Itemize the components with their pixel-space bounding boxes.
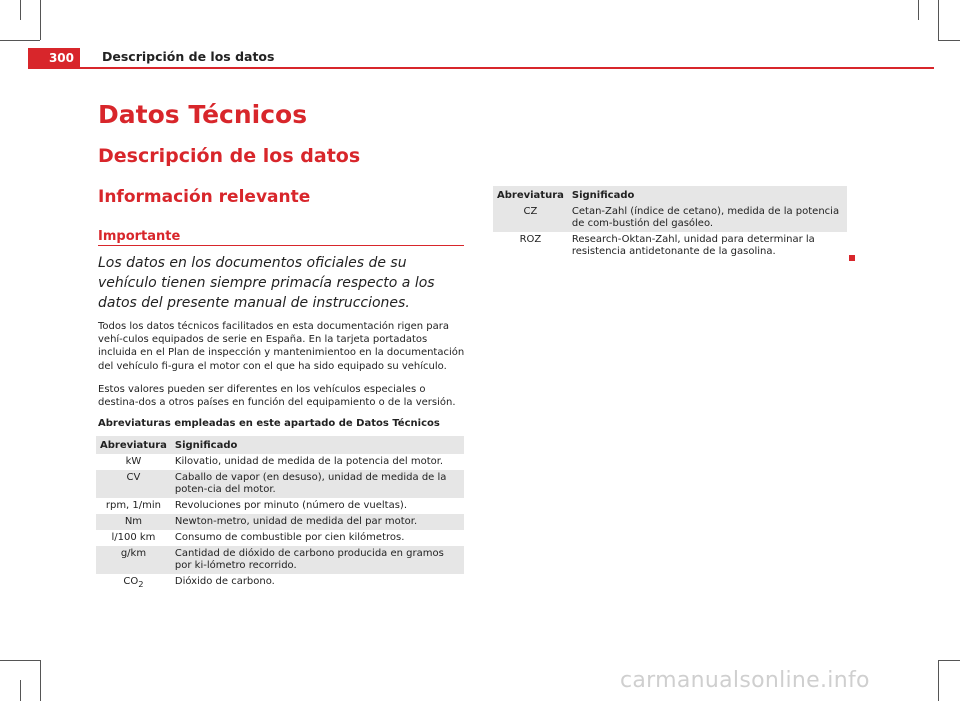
- crop-mark: [918, 0, 919, 20]
- meaning-cell: Dióxido de carbono.: [174, 576, 275, 587]
- table-row: [96, 514, 464, 530]
- header-divider: [28, 67, 934, 69]
- crop-mark: [938, 660, 960, 661]
- crop-mark: [0, 40, 40, 41]
- table-row: [96, 470, 464, 498]
- meaning-cell: Research-Oktan-Zahl, unidad para determinar la resistencia antidetonante de la gasolina.: [571, 234, 815, 257]
- abbreviation-cell: Nm: [96, 514, 171, 530]
- crop-mark: [40, 660, 41, 701]
- crop-mark: [938, 660, 939, 701]
- crop-mark: [938, 40, 960, 41]
- abbreviation-cell: CZ: [493, 204, 568, 232]
- meaning-cell: Cantidad de dióxido de carbono producida en gramos por ki-lómetro recorrido.: [171, 546, 464, 574]
- table-row: [493, 232, 847, 260]
- crop-mark: [20, 680, 21, 701]
- table-row: [96, 546, 464, 574]
- meaning-cell: Revoluciones por minuto (número de vueltas).: [174, 500, 407, 511]
- note-title: Importante: [98, 229, 181, 244]
- meaning-cell: Consumo de combustible por cien kilómetros.: [174, 532, 405, 543]
- page-number: 300: [28, 48, 80, 68]
- crop-mark: [0, 660, 40, 661]
- abbreviations-table-continued: [493, 186, 847, 260]
- table-header-row: [493, 186, 847, 204]
- section-title: Descripción de los datos: [102, 49, 275, 64]
- meaning-cell: Newton-metro, unidad de medida del par motor.: [171, 514, 464, 530]
- table-header-row: [96, 436, 464, 454]
- end-of-section-marker: [849, 255, 855, 261]
- meaning-cell: Kilovatio, unidad de medida de la potencia del motor.: [174, 456, 444, 467]
- abbreviation-cell: kW: [125, 456, 142, 467]
- note-divider: [98, 245, 464, 246]
- meaning-cell: Cetan-Zahl (índice de cetano), medida de la potencia de com-bustión del gasóleo.: [568, 204, 847, 232]
- note-lead-text: Los datos en los documentos oficiales de su vehículo tienen siempre primacía respecto a los datos del presente manual de instrucciones.: [98, 255, 435, 311]
- table-heading: Abreviaturas empleadas en este apartado de Datos Técnicos: [98, 418, 440, 429]
- column-header-abbreviation: Abreviatura: [96, 436, 171, 454]
- body-paragraph: Todos los datos técnicos facilitados en esta documentación rigen para vehí-culos equipados de serie en España. En la tarjeta portadatos incluida en el Plan de inspección y mantenimientoo en la documentación del vehículo fi-gura el motor con el que ha sido equipado su vehículo.: [98, 321, 465, 372]
- abbreviations-table: [96, 436, 464, 592]
- table-row: [96, 454, 464, 470]
- column-header-meaning: Significado: [171, 436, 464, 454]
- chapter-title: Datos Técnicos: [98, 100, 308, 129]
- crop-mark: [40, 0, 41, 40]
- abbreviation-cell: CV: [96, 470, 171, 498]
- subscript: 2: [138, 579, 144, 589]
- table-row: [96, 574, 464, 592]
- crop-mark: [20, 0, 21, 20]
- column-header-abbreviation: Abreviatura: [493, 186, 568, 204]
- abbreviation-cell: rpm, 1/min: [105, 500, 162, 511]
- body-paragraph: Estos valores pueden ser diferentes en los vehículos especiales o destina-dos a otros países en función del equipamiento o de la versión.: [98, 384, 456, 409]
- abbreviation-text: CO: [123, 576, 139, 587]
- section-heading: Descripción de los datos: [98, 145, 361, 167]
- abbreviation-cell: g/km: [96, 546, 171, 574]
- table-row: [493, 204, 847, 232]
- crop-mark: [938, 0, 939, 40]
- abbreviation-cell: l/100 km: [111, 532, 156, 543]
- abbreviation-cell: ROZ: [519, 234, 542, 245]
- table-row: [96, 498, 464, 514]
- abbreviation-cell: [96, 574, 171, 592]
- watermark: carmanualsonline.info: [620, 668, 870, 693]
- table-row: [96, 530, 464, 546]
- meaning-cell: Caballo de vapor (en desuso), unidad de medida de la poten-cia del motor.: [171, 470, 464, 498]
- subsection-heading: Información relevante: [98, 187, 311, 207]
- column-header-meaning: Significado: [568, 186, 847, 204]
